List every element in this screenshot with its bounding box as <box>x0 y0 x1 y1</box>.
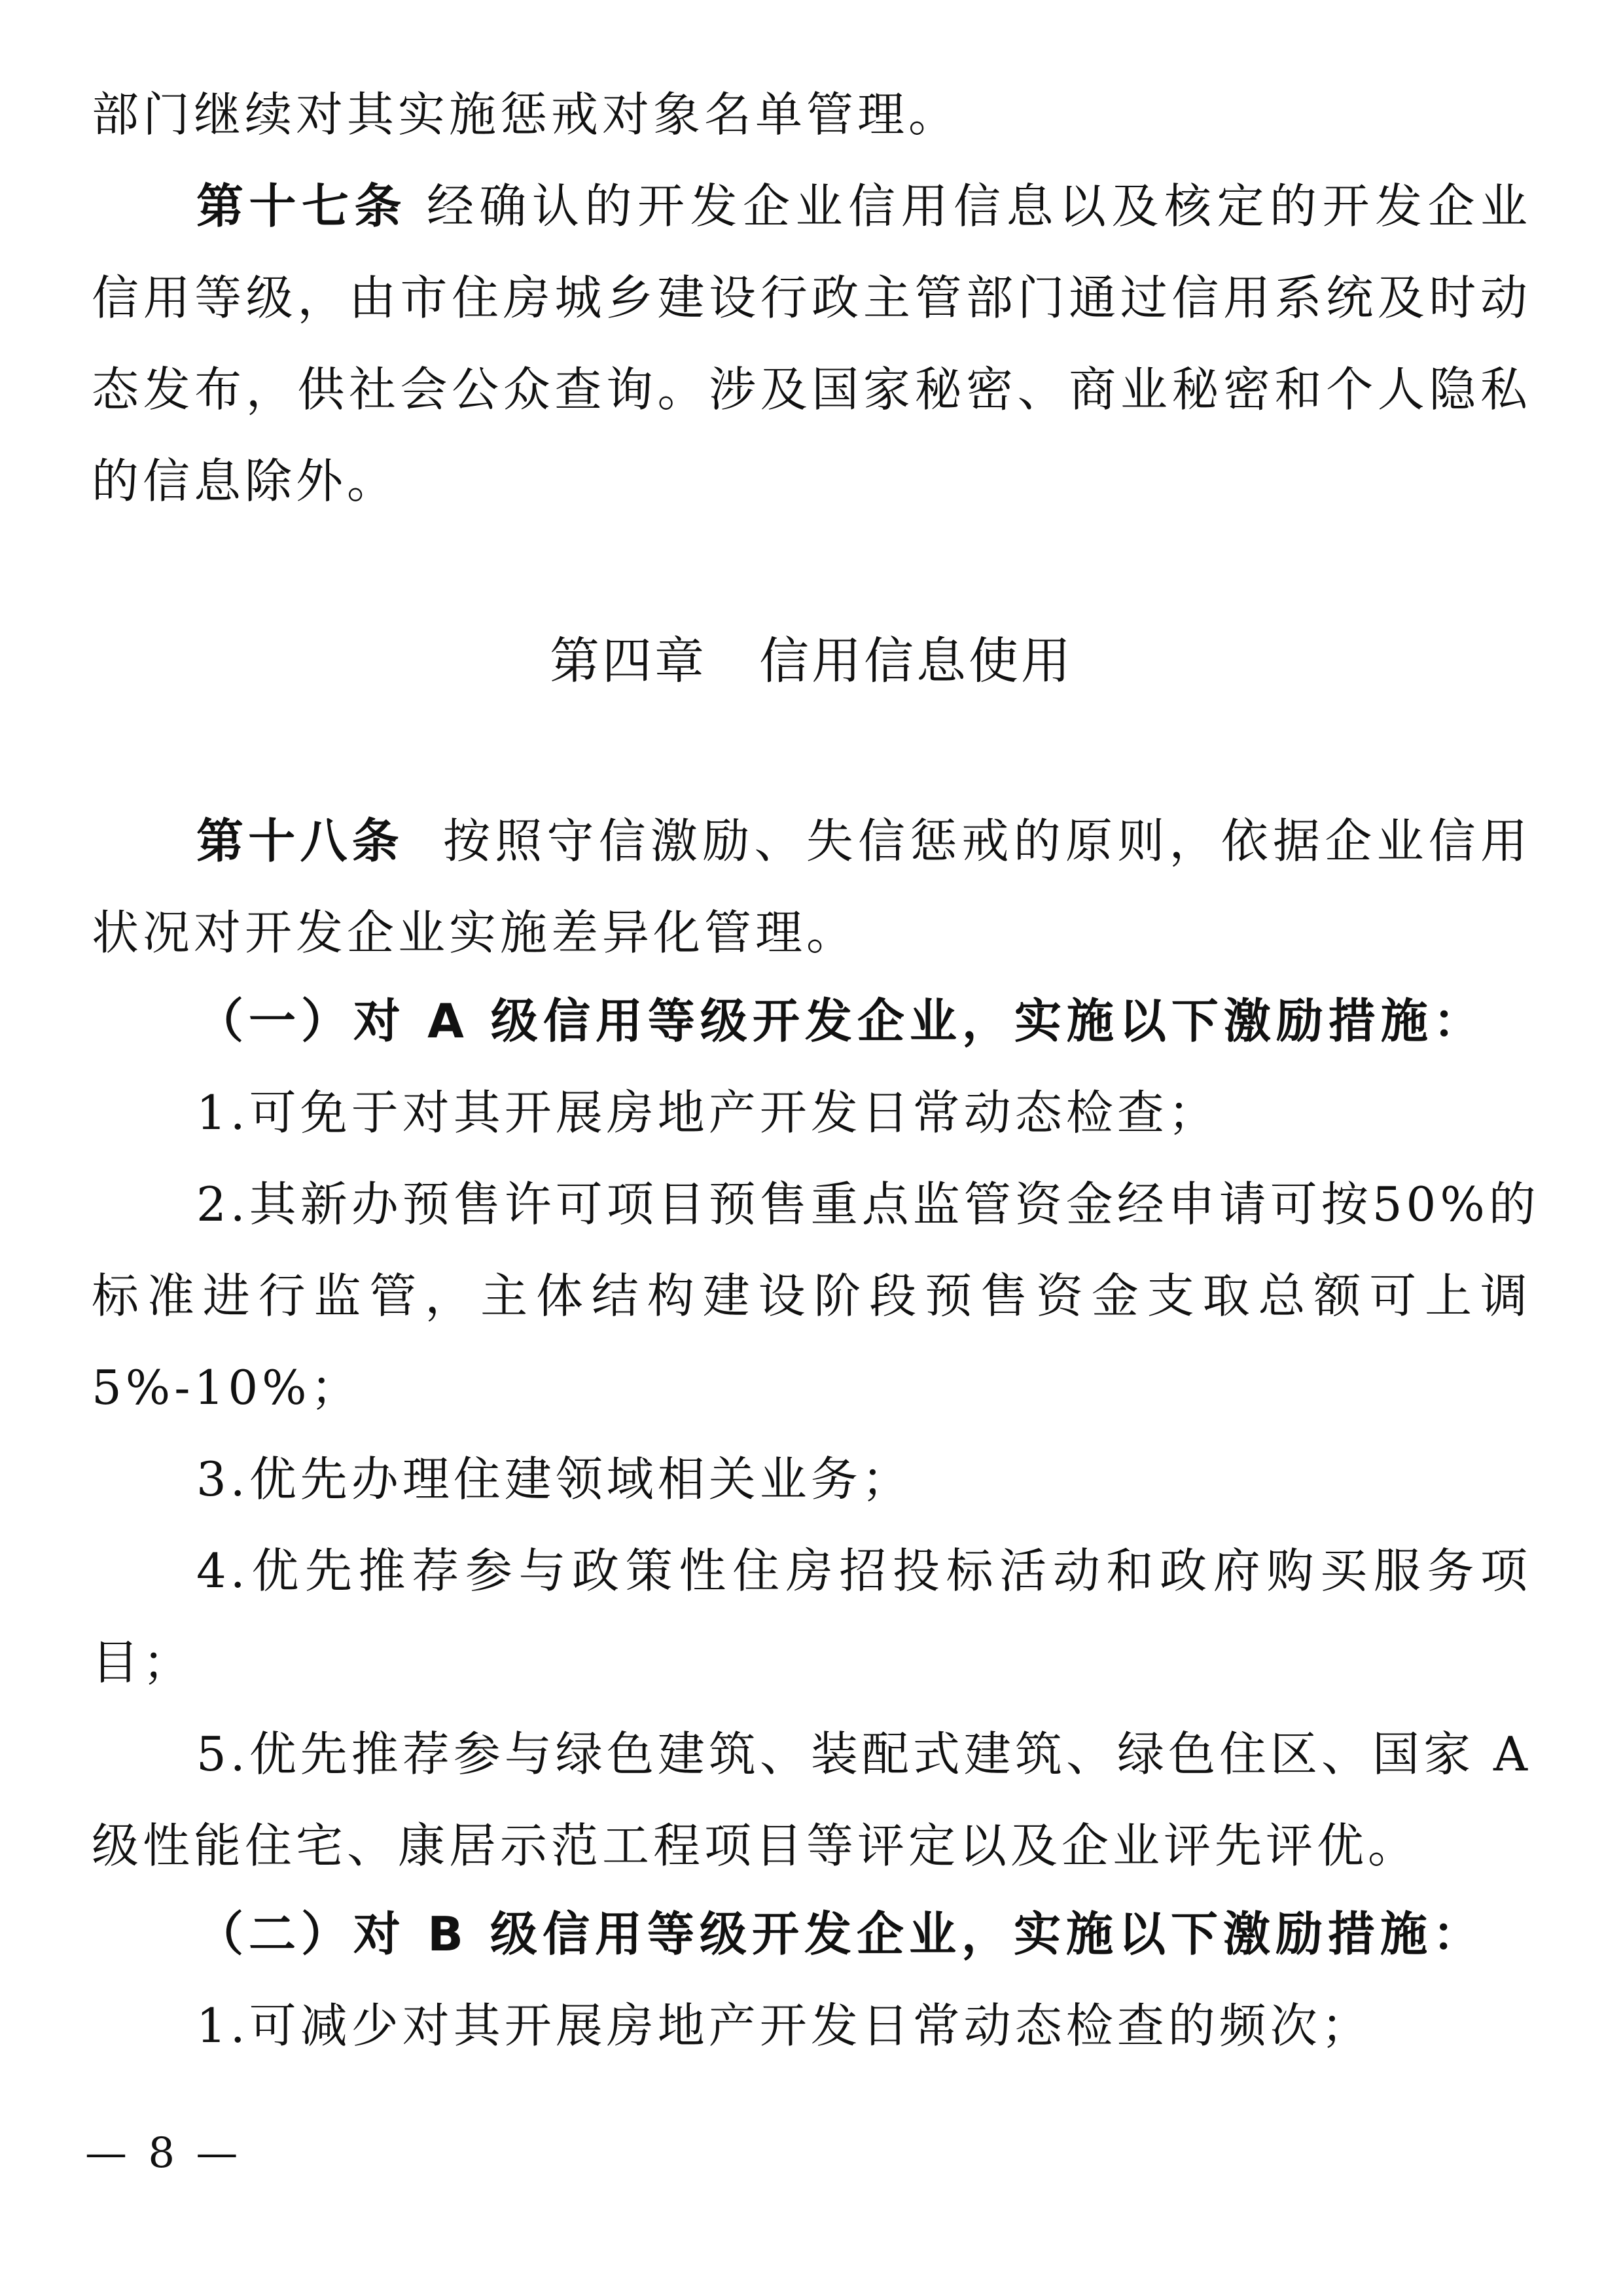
article-18-line <box>196 808 1531 874</box>
article-17-label: 第十七条 <box>196 178 407 234</box>
paragraph-text: 按照守信激励、失信惩戒的原则，依据企业信用 <box>443 814 1531 869</box>
chapter-heading <box>0 625 1623 697</box>
list-item: 1.可免于对其开展房地产开发日常动态检查； <box>196 1085 1219 1140</box>
paragraph-line: 态发布，供社会公众查询。涉及国家秘密、商业秘密和个人隐私 <box>92 362 1531 417</box>
subheading-b: （二）对 B 级信用等级开发企业，实施以下激励措施： <box>196 1907 1486 1962</box>
paragraph-line: 部门继续对其实施惩戒对象名单管理。 <box>92 87 960 142</box>
page-number: — 8 — <box>85 2129 242 2178</box>
subheading-a: （一）对 A 级信用等级开发企业，实施以下激励措施： <box>196 994 1486 1049</box>
paragraph-line: 状况对开发企业实施差异化管理。 <box>92 905 858 960</box>
paragraph-line: 的信息除外。 <box>92 454 399 509</box>
list-item: 3.优先办理住建领域相关业务； <box>196 1452 913 1507</box>
list-item-continuation: 级性能住宅、康居示范工程项目等评定以及企业评先评优。 <box>92 1818 1419 1873</box>
article-17-line <box>196 173 1531 239</box>
list-item: 4.优先推荐参与政策性住房招投标活动和政府购买服务项 <box>196 1543 1531 1598</box>
list-item-continuation: 目； <box>92 1635 194 1690</box>
paragraph-line: 信用等级，由市住房城乡建设行政主管部门通过信用系统及时动 <box>92 270 1531 325</box>
paragraph-text: 经确认的开发企业信用信息以及核定的开发企业 <box>427 179 1531 234</box>
article-18-label: 第十八条 <box>196 813 404 869</box>
list-item: 5.优先推荐参与绿色建筑、装配式建筑、绿色住区、国家 A <box>196 1727 1531 1782</box>
list-item: 1.可减少对其开展房地产开发日常动态检查的频次； <box>196 1998 1372 2053</box>
list-item-continuation: 标准进行监管，主体结构建设阶段预售资金支取总额可上调 <box>92 1268 1531 1323</box>
chapter-title: 信用信息使用 <box>759 632 1073 690</box>
list-item: 2.其新办预售许可项目预售重点监管资金经申请可按50%的 <box>196 1177 1540 1232</box>
list-item-continuation: 5%-10%； <box>92 1360 362 1415</box>
chapter-label: 第四章 <box>550 632 707 690</box>
